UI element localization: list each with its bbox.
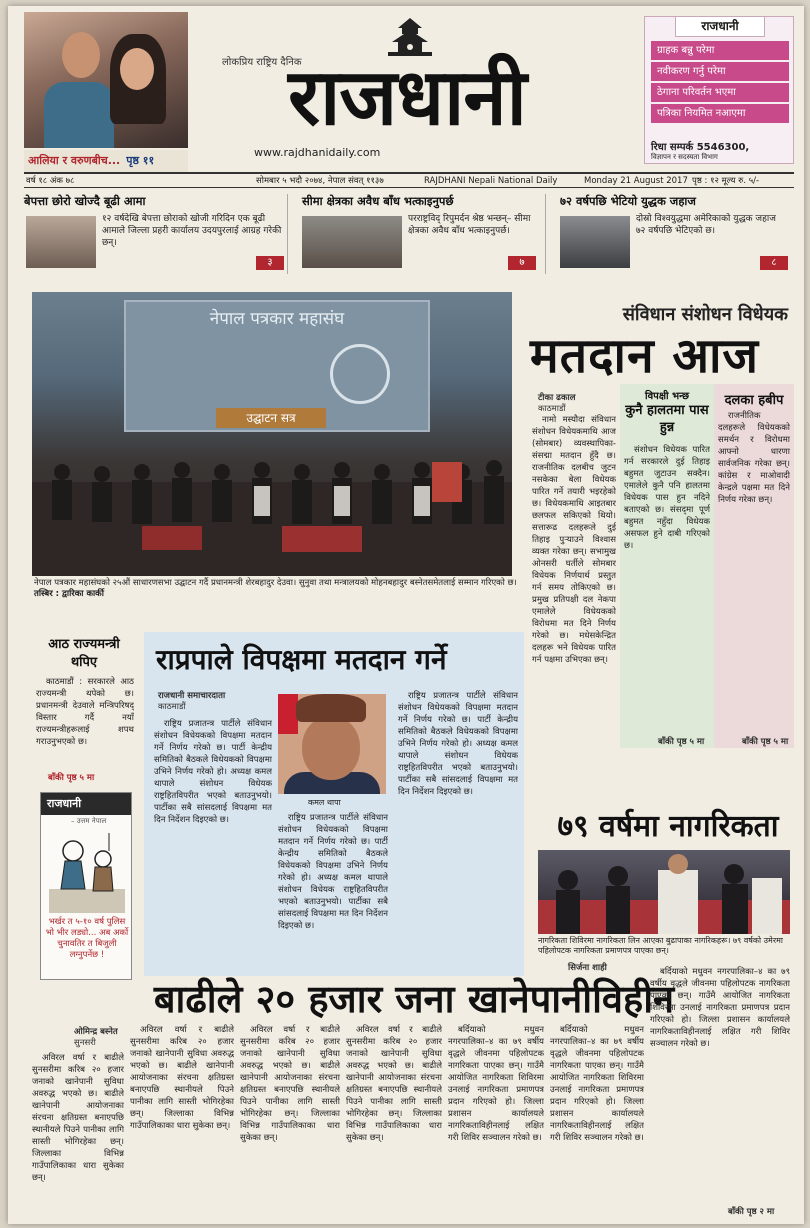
kamal-thapa-photo [278,694,386,794]
flood-body-2: अविरल वर्षा र बाढीले सुनसरीमा करिब २० हजार जनाको खानेपानी सुविधा अवरुद्ध भएको छ। बाढीले खानेपानी आयोजनाका संरचना क्षतिग्रस्त बनाएपछि स्थानीयले पिउने पानीका लागि सास्ती भोगिरहेका छन्। जिल्लाका विभिन्न गाउँपालिकाका धारा सुकेका छन्। [130,1025,234,1131]
cartoon-title: राजधानी [41,793,131,815]
opposition-body: संशोधन विधेयक पारित गर्न सरकारले दुई तिहाइ बहुमत जुटाउन सक्दैन। एमालेले कुनै पनि हालतमा विधेयक पास हुन नदिने बताएको छ। संसद्‌मा पूर्ण बहुमत नहुँदा विधेयक असफल हुने दाबी गरिएको छ। [624,445,710,551]
english-name: RAJDHANI Nepali National Daily [424,176,558,186]
ad-item: ग्राहक बन्नु परेमा [651,41,789,60]
opposition-title: कुनै हालतमा पास हुन्न [625,403,709,435]
lead-body-text: नामो मस्यौदा संविधान संशोधन विधेयकमाथि आज (सोमबार) व्यवस्थापिका-संसद्मा मतदान हुँदै छ। राजनीतिक दलबीच जुटन नसकेका बेला विधेयक पारित गर्ने तयारी भइरहेको छ। विधेयकमाथि आइतबार छलफल सकिएको थियो। सत्तारूढ दलहरूले दुई तिहाइ पुर्‍याउने विश्वास व्यक्त गरेका छन्। सभामुख ओनसरी घर्तीले सोमबार विधेयक निर्णयार्थ प्रस्तुत गर्न समय तोकिएको छ। प्रमुख प्रतिपक्षी दल नेकपा एमालेले विधेयकको विरोधमा मत दिने निर्णय गरेको छ। मधेसकेन्द्रित दलहरू भने विधेयक पारित गर्न पक्षमा उभिएका छन्। [532,415,616,665]
citizenship-body-2: बर्दियाको मधुवन नगरपालिका–४ का ७९ वर्षीय वृद्धले जीवनमा पहिलोपटक नागरिकता पाएका छन्। गाउँमै आयोजित नागरिकता शिविरमा उनलाई नागरिकता प्रमाणपत्र प्रदान गरिएको हो। जिल्ला प्रशासन कार्यालयले नागरिकताविहीनलाई लक्षित गरी शिविर सञ्चालन गरेको छ। [550,1025,644,1143]
party-box-title: दलका हबीप [724,393,784,408]
editorial-cartoon [40,792,132,980]
rpp-body-text-3: राष्ट्रिय प्रजातन्त्र पार्टीले संविधान संशोधन विधेयकको विपक्षमा मतदान गर्ने निर्णय गरेको छ। पार्टी केन्द्रीय समितिको बैठकले विधेयकको विपक्षमा उभिने निर्णय गरेको हो। अध्यक्ष कमल थापाले संशोधन विधेयक राष्ट्रहितविपरीत भएको बताउनुभयो। पार्टीका सबै सांसदलाई विपक्षमा मत दिन निर्देशन दिइएको छ। [398,691,518,797]
citizenship-byline: सिर्जना शाही [568,963,607,973]
ad-contact: रिधा सम्पर्क 5546300, विज्ञापन र सदस्यता विभाग [651,142,750,161]
ad-item: पत्रिका नियमित नआएमा [651,104,789,123]
rpp-body-text-2: राष्ट्रिय प्रजातन्त्र पार्टीले संविधान संशोधन विधेयकको विपक्षमा मतदान गर्ने निर्णय गरेको छ। पार्टी केन्द्रीय समितिको बैठकले विधेयकको विपक्षमा उभिने निर्णय गरेको हो। अध्यक्ष कमल थापाले संशोधन विधेयक राष्ट्रहितविपरीत भएको बताउनुभयो। पार्टीका सबै सांसदलाई विपक्षमा मत दिन निर्देशन दिइएको छ। [278,813,388,931]
ad-item: ठेगाना परिवर्तन भएमा [651,83,789,102]
masthead-tagline: लोकप्रिय राष्ट्रिय दैनिक [222,57,302,68]
ad-item: नवीकरण गर्नु परेमा [651,62,789,81]
website-link[interactable]: www.rajdhanidaily.com [254,146,381,159]
teaser-photo [560,216,630,268]
cartoon-caption: भर्खर त ५-१० वर्ष पुलिस भो भीर लड्यो... अब अर्को चुनावतिर त बिजुली लग्नुपर्नेछ ! [45,917,129,960]
promo-photo [24,12,188,148]
citizenship-body-1: बर्दियाको मधुवन नगरपालिका–४ का ७९ वर्षीय वृद्धले जीवनमा पहिलोपटक नागरिकता पाएका छन्। गाउँमै आयोजित नागरिकता शिविरमा उनलाई नागरिकता प्रमाणपत्र प्रदान गरिएको हो। जिल्ला प्रशासन कार्यालयले नागरिकताविहीनलाई लक्षित गरी शिविर सञ्चालन गरेको छ। [448,1025,544,1143]
page-number-badge: ७ [508,256,536,270]
page-number-badge: ८ [760,256,788,270]
citizenship-photo [538,850,790,934]
portrait-caption: कमल थापा [308,798,341,807]
flood-byline: ओमिन्द्र बस्नेत सुनसरी [74,1027,118,1048]
teaser-missing-son[interactable] [24,194,288,274]
cartoon-drawing-icon [49,829,125,913]
rpp-headline[interactable]: राप्रपाले विपक्षमा मतदान गर्ने [156,643,447,676]
event-banner: नेपाल पत्रकार महासंघ उद्घाटन सत्र [124,300,430,432]
side-brief-title[interactable]: आठ राज्यमन्त्री थपिए [48,637,120,670]
flood-body-1: अविरल वर्षा र बाढीले सुनसरीमा करिब २० हजार जनाको खानेपानी सुविधा अवरुद्ध भएको छ। बाढीले खानेपानी आयोजनाका संरचना क्षतिग्रस्त बनाएपछि स्थानीयले पिउने पानीका लागि सास्ती भोगिरहेका छन्। जिल्लाका विभिन्न गाउँपालिकाका धारा सुकेका छन्। [32,1053,124,1183]
masthead-title: राजधानी [288,52,526,143]
price: पृष्ठ : १२ मूल्य रु. ५/- [692,176,760,186]
teaser-border-dams[interactable] [296,194,546,274]
lead-photo [32,292,512,576]
teaser-text: १२ वर्षदेखि बेपत्ता छोराको खोजी गरिदिन एक बूढी आमाले जिल्ला प्रहरी कार्यालय उदयपुरलाई आग्रह गरेकी छन्। [102,214,282,248]
teaser-title: सीमा क्षेत्रका अवैध बाँध भत्काइनुपर्छ [302,194,454,208]
continued-link[interactable]: बाँकी पृष्ठ ५ मा [742,737,789,747]
flood-body-4: अविरल वर्षा र बाढीले सुनसरीमा करिब २० हजार जनाको खानेपानी सुविधा अवरुद्ध भएको छ। बाढीले खानेपानी आयोजनाका संरचना क्षतिग्रस्त बनाएपछि स्थानीयले पिउने पानीका लागि सास्ती भोगिरहेका छन्। जिल्लाका विभिन्न गाउँपालिकाका धारा सुकेका छन्। [346,1025,442,1143]
lead-photo-caption: नेपाल पत्रकार महासंघको २५औं साधारणसभा उद्घाटन गर्दै प्रधानमन्त्री शेरबहादुर देउवा। सुनुवा तथा मन्त्रालयको मोहनबहादुर बस्नेतसमेतलाई सम्मान गरिएको छ। तस्बिर : द्वारिका कार्की [34,578,517,599]
teaser-warship[interactable] [554,194,794,274]
promo-page-ref: पृष्ठ ११ [126,154,155,167]
teaser-title: बेपत्ता छोरो खोज्दै बूढी आमा [24,194,146,208]
citizenship-photo-caption: नागरिकता शिविरमा नागरिकता लिन आएका बुढापाका नागरिकहरू। ७९ वर्षको उमेरमा पहिलोपटक नागरिकता प्रमाणपत्र पाएका छन्। [538,936,783,955]
dignitaries-group [32,442,512,576]
cartoon-artist: – उत्तम नेपाल [71,817,107,825]
lead-byline: टीका ढकाल काठमाडौं [538,393,576,414]
federation-logo-icon [330,344,390,404]
teaser-title: ७२ वर्षपछि भेटियो युद्धक जहाज [560,194,696,208]
teaser-photo [302,216,402,268]
english-date: Monday 21 August 2017 [584,176,688,186]
continued-link[interactable]: बाँकी पृष्ठ ५ मा [48,773,95,783]
flood-body-3: अविरल वर्षा र बाढीले सुनसरीमा करिब २० हजार जनाको खानेपानी सुविधा अवरुद्ध भएको छ। बाढीले खानेपानी आयोजनाका संरचना क्षतिग्रस्त बनाएपछि स्थानीयले पिउने पानीका लागि सास्ती भोगिरहेका छन्। जिल्लाका विभिन्न गाउँपालिकाका धारा सुकेका छन्। [240,1025,340,1143]
subscription-ad [644,16,794,164]
promo-caption: आलिया र वरुणबीच... पृष्ठ ११ [24,150,188,172]
teaser-photo [26,216,96,268]
citizenship-headline[interactable]: ७९ वर्षमा नागरिकता [557,809,779,844]
newspaper-page [8,6,804,1224]
continued-link[interactable]: बाँकी पृष्ठ ५ मा [658,737,705,747]
rpp-body-text: राष्ट्रिय प्रजातन्त्र पार्टीले संविधान संशोधन विधेयकको विपक्षमा मतदान गर्ने निर्णय गरेको छ। पार्टी केन्द्रीय समितिको बैठकले विधेयकको विपक्षमा उभिने निर्णय गरेको हो। अध्यक्ष कमल थापाले संशोधन विधेयक राष्ट्रहितविपरीत भएको बताउनुभयो। पार्टीका सबै सांसदलाई विपक्षमा मत दिन निर्देशन दिइएको छ। [154,719,272,825]
nepali-date: सोमबार ५ भदौ २०७४, नेपाल संवत् ११३७ [256,176,384,186]
teaser-text: परराष्ट्रविद् रिपुमर्दन श्रेष्ठ भन्छन्– सीमा क्षेत्रका अवैध बाँध भत्काइनुपर्छ। [408,214,531,236]
side-brief-body: काठमाडौं : सरकारले आठ राज्यमन्त्री थपेको छ। प्रधानमन्त्री देउवाले मन्त्रिपरिषद् विस्तार गर्दै नयाँ राज्यमन्त्रीहरूलाई शपथ गराउनुभएको छ। [36,677,134,747]
teaser-text: दोस्रो विश्वयुद्धमा अमेरिकाको युद्धक जहाज ७२ वर्षपछि भेटिएको छ। [636,214,776,236]
promo-teaser[interactable] [24,12,188,172]
ad-brand: राजधानी [675,17,765,37]
page-number-badge: ३ [256,256,284,270]
continued-link[interactable]: बाँकी पृष्ठ २ मा [728,1207,775,1217]
opposition-kicker: विपक्षी भन्छ [645,391,689,402]
volume-number: वर्ष १८ अंक ७८ [26,176,75,186]
dateline-bar [24,172,794,188]
rpp-byline: राजधानी समाचारदाता काठमाडौं [158,691,226,712]
flood-headline[interactable]: बाढीले २० हजार जना खानेपानीविहीन [153,976,675,1021]
party-box-body: राजनीतिक दलहरूले विधेयकको समर्थन र विरोधमा आफ्नो धारणा सार्वजनिक गरेका छन्। कांग्रेस र माओवादी केन्द्रले पक्षमा मत दिने निर्णय गरेका छन्। [718,411,790,505]
lead-kicker: संविधान संशोधन विधेयक [622,304,788,325]
citizenship-body-3: बर्दियाको मधुवन नगरपालिका–४ का ७९ वर्षीय वृद्धले जीवनमा पहिलोपटक नागरिकता पाएका छन्। गाउँमै आयोजित नागरिकता शिविरमा उनलाई नागरिकता प्रमाणपत्र प्रदान गरिएको हो। जिल्ला प्रशासन कार्यालयले नागरिकताविहीनलाई लक्षित गरी शिविर सञ्चालन गरेको छ। [650,967,790,1049]
lead-headline[interactable]: मतदान आज [530,328,760,384]
photo-credit: तस्बिर : द्वारिका कार्की [34,589,104,599]
